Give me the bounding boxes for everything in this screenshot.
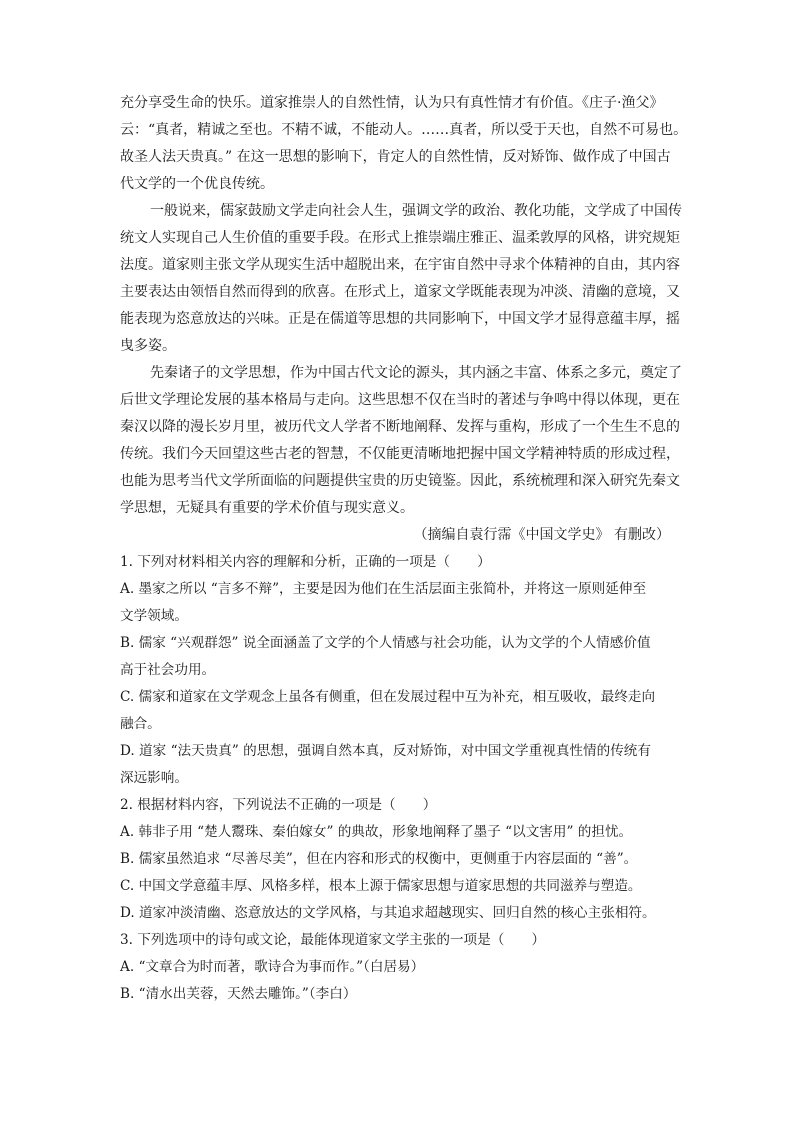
option-d: D. 道家 “法天贵真” 的思想，强调自然本真，反对矫饰，对中国文学重视真性情的传统有 (120, 743, 651, 759)
text-line: 曳多姿。 (120, 338, 176, 354)
question-stem: 3. 下列选项中的诗句或文论，最能体现道家文学主张的一项是（ ） (120, 932, 546, 948)
question-2 (120, 796, 678, 931)
text-line: 后世文学理论发展的基本格局与走向。这些思想不仅在当时的著述与争鸣中得以体现，更在 (120, 392, 680, 408)
question-stem: 2. 根据材料内容，下列说法不正确的一项是（ ） (120, 797, 437, 813)
option-c: C. 中国文学意蕴丰厚、风格多样，根本上源于儒家思想与道家思想的共同滋养与塑造。 (120, 878, 642, 894)
text-line: 故圣人法天贵真。” 在这一思想的影响下，肯定人的自然性情，反对矫饰、做作成了中国古 (120, 149, 671, 165)
option-a-cont: 文学领域。 (120, 608, 188, 624)
option-c: C. 儒家和道家在文学观念上虽各有侧重，但在发展过程中互为补充，相互吸收，最终走向 (120, 689, 656, 705)
question-1 (120, 553, 678, 796)
option-b: B. 儒家虽然追求 “尽善尽美”，但在内容和形式的权衡中，更侧重于内容层面的 “善”。 (120, 851, 638, 867)
option-b-cont: 高于社会功用。 (120, 662, 216, 678)
page-content (120, 94, 688, 1012)
question-3 (120, 931, 678, 1012)
text-line: 统文人实现自己人生价值的重要手段。在形式上推崇端庄雅正、温柔敦厚的风格，讲究规矩 (120, 230, 680, 246)
question-stem: 1. 下列对材料相关内容的理解和分析，正确的一项是（ ） (120, 554, 491, 570)
text-line: 代文学的一个优良传统。 (120, 176, 274, 192)
option-a: A. “文章合为时而著，歌诗合为事而作。”（白居易） (120, 959, 425, 975)
option-a: A. 墨家之所以 “言多不辩”，主要是因为他们在生活层面主张简朴，并将这一原则延伸至 (120, 581, 647, 597)
text-line: 也能为思考当代文学所面临的问题提供宝贵的历史镜鉴。因此，系统梳理和深入研究先秦文 (120, 473, 680, 489)
text-line: 学思想，无疑具有重要的学术价值与现实意义。 (120, 500, 414, 516)
text-line: 传统。我们今天回望这些古老的智慧，不仅能更清晰地把握中国文学精神特质的形成过程， (120, 446, 680, 462)
text-line: 法度。道家则主张文学从现实生活中超脱出来，在宇宙自然中寻求个体精神的自由，其内容 (120, 257, 680, 273)
text-line: 先秦诸子的文学思想，作为中国古代文论的源头，其内涵之丰富、体系之多元，奠定了 (150, 365, 682, 381)
text-line: 秦汉以降的漫长岁月里，被历代文人学者不断地阐释、发挥与重构，形成了一个生生不息的 (120, 419, 680, 435)
option-c-cont: 融合。 (120, 716, 161, 732)
text-line: 云：“真者，精诚之至也。不精不诚，不能动人。……真者，所以受于天也，自然不可易也。 (120, 122, 688, 138)
text-line: 一般说来，儒家鼓励文学走向社会人生，强调文学的政治、教化功能，文学成了中国传 (150, 203, 682, 219)
paragraph-1 (120, 94, 688, 202)
option-b: B. “清水出芙蓉，天然去雕饰。”（李白） (120, 986, 357, 1002)
text-line: 主要表达由领悟自然而得到的欣喜。在形式上，道家文学既能表现为冲淡、清幽的意境，又 (120, 284, 680, 300)
option-b: B. 儒家 “兴观群怨” 说全面涵盖了文学的个人情感与社会功能，认为文学的个人情感价值 (120, 635, 651, 651)
option-a: A. 韩非子用 “楚人鬻珠、秦伯嫁女” 的典故，形象地阐释了墨子 “以文害用” 的担忧。 (120, 824, 633, 840)
paragraph-3 (120, 364, 682, 526)
source-citation: （摘编自袁行霈《中国文学史》 有删改） (413, 527, 670, 543)
text-line: 能表现为恣意放达的兴味。正是在儒道等思想的共同影响下，中国文学才显得意蕴丰厚，摇 (120, 311, 680, 327)
option-d-cont: 深远影响。 (120, 770, 188, 786)
option-d: D. 道家冲淡清幽、恣意放达的文学风格，与其追求超越现实、回归自然的核心主张相符。 (120, 905, 656, 921)
paragraph-2 (120, 202, 682, 364)
text-line: 充分享受生命的快乐。道家推崇人的自然性情，认为只有真性情才有价值。《庄子·渔父》 (120, 95, 664, 111)
